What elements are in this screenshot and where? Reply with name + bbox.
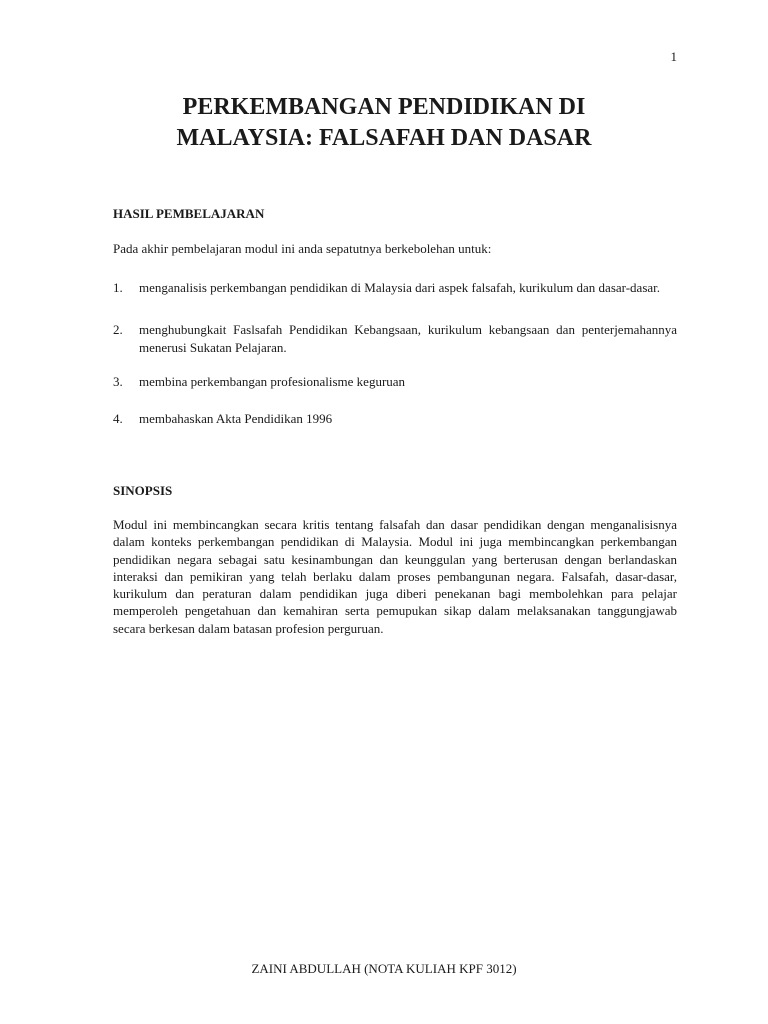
- list-item: [113, 279, 677, 297]
- list-item-text: membina perkembangan profesionalisme keguruan: [139, 374, 406, 389]
- list-item-number: 1.: [113, 280, 123, 295]
- synopsis-heading: SINOPSIS: [113, 483, 173, 498]
- learning-outcomes-intro: Pada akhir pembelajaran modul ini anda sepatutnya berkebolehan untuk:: [113, 241, 492, 256]
- page-number: 1: [670, 49, 677, 64]
- list-item-text: menganalisis perkembangan pendidikan di Malaysia dari aspek falsafah, kurikulum dan dasar-dasar.: [139, 280, 661, 295]
- list-item: [113, 373, 677, 391]
- footer: ZAINI ABDULLAH (NOTA KULIAH KPF 3012): [251, 961, 517, 976]
- list-item-number: 4.: [113, 411, 123, 426]
- page-title-line-1: PERKEMBANGAN PENDIDIKAN DI: [182, 94, 586, 120]
- synopsis-paragraph: Modul ini membincangkan secara kritis tentang falsafah dan dasar pendidikan dengan menganalisisnya dalam konteks perkembangan pendidikan di Malaysia. Modul ini juga membincangkan perkembangan pendidikan negara sebagai satu kesinambungan dan keunggulan yang berterusan dengan berlandaskan interaksi dan pemikiran yang telah berlaku dalam proses pembangunan negara. Falsafah, dasar-dasar, kurikulum dan peraturan dalam pendidikan juga diberi penekanan bagi membolehkan para pelajar memperoleh pengetahuan dan kemahiran serta pemupukan sikap dalam melaksanakan tanggungjawab secara berkesan dalam batasan profesion perguruan.: [113, 517, 677, 636]
- list-item: [113, 410, 677, 428]
- list-item-number: 3.: [113, 374, 123, 389]
- list-item-number: 2.: [113, 322, 123, 337]
- page-title: [0, 92, 768, 154]
- page-title-line-2: MALAYSIA: FALSAFAH DAN DASAR: [176, 125, 592, 151]
- list-item: [113, 321, 677, 357]
- learning-outcomes-heading: HASIL PEMBELAJARAN: [113, 206, 265, 221]
- list-item-text: menghubungkait Faslsafah Pendidikan Kebangsaan, kurikulum kebangsaan dan penterjemahannya menerusi Sukatan Pelajaran.: [139, 322, 677, 355]
- list-item-text: membahaskan Akta Pendidikan 1996: [139, 411, 333, 426]
